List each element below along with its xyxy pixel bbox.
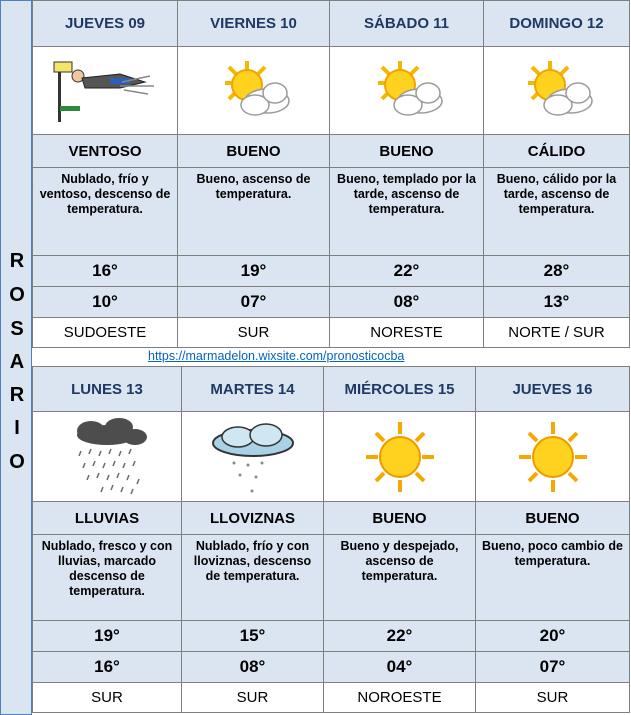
- wind-direction: SUR: [182, 683, 324, 713]
- city-letter: A: [9, 351, 25, 373]
- city-letter: O: [9, 284, 25, 306]
- condition-label: BUENO: [330, 135, 484, 168]
- sun-cloud-icon: [512, 55, 602, 127]
- day-header: JUEVES 09: [33, 1, 178, 47]
- sun-icon: [360, 418, 440, 496]
- city-letter: I: [14, 417, 20, 439]
- weather-icon-cell: [33, 47, 178, 135]
- max-temperature: 19°: [33, 621, 182, 652]
- weather-icon-cell: [324, 412, 476, 502]
- min-temperature: 07°: [476, 652, 630, 683]
- sun-cloud-icon: [362, 55, 452, 127]
- condition-label: LLOVIZNAS: [182, 502, 324, 535]
- wind-direction: SUR: [178, 318, 330, 348]
- day-header: MIÉRCOLES 15: [324, 367, 476, 412]
- city-label-column: [0, 0, 32, 715]
- sun-cloud-icon: [209, 55, 299, 127]
- min-temperature: 10°: [33, 287, 178, 318]
- description-text: Bueno, ascenso de temperatura.: [178, 168, 330, 256]
- weather-icon-cell: [33, 412, 182, 502]
- wind-direction: NOROESTE: [324, 683, 476, 713]
- city-letter: O: [9, 451, 25, 473]
- min-temperature: 16°: [33, 652, 182, 683]
- city-letter: R: [9, 250, 25, 272]
- description-text: Nublado, frío y ventoso, descenso de temperatura.: [33, 168, 178, 256]
- sun-icon: [513, 418, 593, 496]
- max-temperature: 22°: [330, 256, 484, 287]
- source-link[interactable]: https://marmadelon.wixsite.com/pronosticocba: [148, 349, 405, 363]
- weather-icon-cell: [484, 47, 630, 135]
- rain-cloud-icon: [57, 417, 157, 497]
- max-temperature: 16°: [33, 256, 178, 287]
- day-header: DOMINGO 12: [484, 1, 630, 47]
- description-text: Bueno, poco cambio de temperatura.: [476, 535, 630, 621]
- forecast-table-week-2: [32, 366, 630, 713]
- day-header: JUEVES 16: [476, 367, 630, 412]
- description-text: Bueno, templado por la tarde, ascenso de temperatura.: [330, 168, 484, 256]
- wind-direction: NORESTE: [330, 318, 484, 348]
- description-text: Nublado, frío y con lloviznas, descenso de temperatura.: [182, 535, 324, 621]
- day-header: LUNES 13: [33, 367, 182, 412]
- max-temperature: 28°: [484, 256, 630, 287]
- city-letter: R: [9, 384, 25, 406]
- description-text: Bueno, cálido por la tarde, ascenso de temperatura.: [484, 168, 630, 256]
- condition-label: BUENO: [476, 502, 630, 535]
- condition-label: CÁLIDO: [484, 135, 630, 168]
- max-temperature: 22°: [324, 621, 476, 652]
- weather-icon-cell: [182, 412, 324, 502]
- condition-label: VENTOSO: [33, 135, 178, 168]
- wind-direction: SUR: [33, 683, 182, 713]
- max-temperature: 20°: [476, 621, 630, 652]
- day-header: VIERNES 10: [178, 1, 330, 47]
- drizzle-cloud-icon: [198, 417, 308, 497]
- max-temperature: 19°: [178, 256, 330, 287]
- windy-man-icon: [50, 56, 160, 126]
- max-temperature: 15°: [182, 621, 324, 652]
- weather-icon-cell: [476, 412, 630, 502]
- condition-label: BUENO: [178, 135, 330, 168]
- description-text: Nublado, fresco y con lluvias, marcado descenso de temperatura.: [33, 535, 182, 621]
- wind-direction: SUR: [476, 683, 630, 713]
- city-letter: S: [10, 318, 24, 340]
- min-temperature: 13°: [484, 287, 630, 318]
- day-header: MARTES 14: [182, 367, 324, 412]
- min-temperature: 08°: [330, 287, 484, 318]
- forecast-table-week-1: [32, 0, 630, 348]
- min-temperature: 08°: [182, 652, 324, 683]
- day-header: SÁBADO 11: [330, 1, 484, 47]
- weather-icon-cell: [330, 47, 484, 135]
- condition-label: LLUVIAS: [33, 502, 182, 535]
- weather-icon-cell: [178, 47, 330, 135]
- description-text: Bueno y despejado, ascenso de temperatura.: [324, 535, 476, 621]
- condition-label: BUENO: [324, 502, 476, 535]
- wind-direction: NORTE / SUR: [484, 318, 630, 348]
- wind-direction: SUDOESTE: [33, 318, 178, 348]
- min-temperature: 04°: [324, 652, 476, 683]
- min-temperature: 07°: [178, 287, 330, 318]
